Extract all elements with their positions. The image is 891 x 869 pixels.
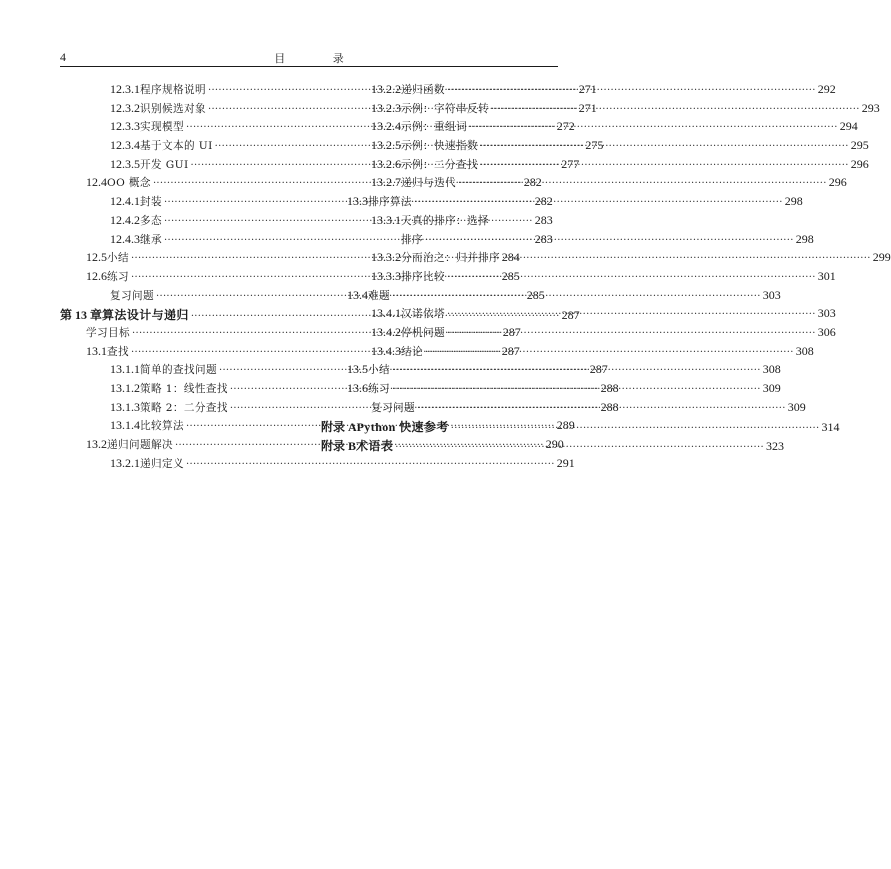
toc-entry-page: 308 xyxy=(795,343,814,358)
toc-entry-title: 递归定义 xyxy=(140,457,184,470)
toc-entry-number: 13.4 xyxy=(347,287,368,302)
toc-entry-title: 开发 GUI xyxy=(140,158,189,171)
toc-entry-number: 附录 A xyxy=(321,420,357,435)
toc-entry[interactable] xyxy=(321,194,803,213)
toc-entry-title: 算法设计与递归 xyxy=(102,308,189,323)
toc-entry-title: OO 概念 xyxy=(107,177,151,190)
toc-entry-number: 12.5 xyxy=(86,250,107,265)
toc-entry-page: 296 xyxy=(828,175,847,190)
toc-entry-number: 13.1.1 xyxy=(110,362,140,377)
toc-entry-page: 277 xyxy=(561,156,580,171)
toc-entry-title: 小结 xyxy=(368,364,390,377)
toc-dot-leader xyxy=(451,423,820,434)
toc-entry-title: 汉诺依塔 xyxy=(401,308,445,321)
toc-entry-page: 299 xyxy=(872,250,891,265)
toc-dot-leader xyxy=(447,272,816,283)
toc-entry-title: 策略 1：线性查找 xyxy=(140,383,228,395)
toc-entry-title: 示例：二分查找 xyxy=(401,158,478,171)
toc-entry-page: 271 xyxy=(578,82,597,96)
toc-dot-leader xyxy=(480,160,849,171)
toc-entry-number: 12.3.3 xyxy=(110,119,140,134)
toc-entry-page: 285 xyxy=(526,287,545,302)
toc-entry-title: 实现模型 xyxy=(140,121,184,134)
toc-entry-number: 13.3.2 xyxy=(371,250,401,265)
toc-entry-page: 298 xyxy=(784,194,803,209)
toc-entry-page: 292 xyxy=(817,82,836,96)
toc-entry-page: 303 xyxy=(817,306,836,321)
header-title: 目 录 xyxy=(274,52,366,65)
toc-entry-number: 12.3.2 xyxy=(110,100,140,115)
toc-entry-title: 示例：重组词 xyxy=(401,121,467,134)
toc-dot-leader xyxy=(447,328,816,339)
toc-dot-leader xyxy=(447,85,816,96)
toc-entry-number: 13.1.4 xyxy=(110,418,140,433)
toc-entry[interactable] xyxy=(321,250,891,269)
toc-entry-number: 12.6 xyxy=(86,268,107,283)
toc-entry-number: 12.4.2 xyxy=(110,212,140,227)
toc-entry-title: 程序规格说明 xyxy=(140,84,206,96)
toc-entry[interactable] xyxy=(321,343,814,363)
toc-appendix-entry[interactable] xyxy=(321,437,784,456)
toc-entry-number: 12.3.1 xyxy=(110,82,140,96)
toc-entry-number: 13.2.4 xyxy=(371,119,401,134)
toc-entry-page: 298 xyxy=(795,231,814,246)
toc-entry-page: 283 xyxy=(534,212,553,227)
toc-entry-number: 12.3.4 xyxy=(110,138,140,153)
toc-entry-page: 293 xyxy=(861,100,880,115)
toc-entry[interactable] xyxy=(60,455,575,475)
toc-entry[interactable] xyxy=(321,212,814,250)
toc-dot-leader xyxy=(392,291,761,302)
toc-entry-page: 303 xyxy=(762,287,781,302)
toc-dot-leader xyxy=(458,178,827,189)
toc-entry-page: 290 xyxy=(545,437,564,452)
toc-entry-number: 12.3.5 xyxy=(110,156,140,171)
toc-entry-number: 13.2.1 xyxy=(110,455,140,470)
toc-entry-title: 练习 xyxy=(107,270,129,283)
toc-dot-leader xyxy=(480,141,849,152)
toc-entry-page: 314 xyxy=(821,420,840,435)
toc-entry-title: 示例：字符串反转 xyxy=(401,102,489,115)
toc-entry-number: 12.4.3 xyxy=(110,231,140,246)
toc-entry-title: 复习问题 xyxy=(110,289,154,302)
toc-entry[interactable] xyxy=(321,287,781,307)
toc-entry-number: 13.4.1 xyxy=(371,306,401,321)
toc-entry-page: 296 xyxy=(850,156,869,171)
toc-dot-leader xyxy=(414,197,783,208)
toc-entry-page: 282 xyxy=(523,175,542,190)
toc-entry-title: 术语表 xyxy=(356,439,394,454)
toc-entry-title: 排序比较 xyxy=(401,270,445,283)
toc-entry-number: 13.2.3 xyxy=(371,100,401,115)
toc-dot-leader xyxy=(417,403,786,414)
toc-dot-leader xyxy=(392,384,761,395)
page-header xyxy=(60,50,558,66)
toc-entry-number: 13.4.2 xyxy=(371,324,401,339)
toc-entry-number: 13.1.2 xyxy=(110,381,140,395)
toc-entry-title: 比较算法 xyxy=(140,420,184,433)
toc-entry-number: 附录 B xyxy=(321,439,357,454)
toc-entry-page: 288 xyxy=(600,399,619,414)
toc-entry-title: 示例：快速指数 xyxy=(401,140,478,153)
header-rule xyxy=(60,66,558,67)
toc-entry-title: 封装 xyxy=(140,196,162,209)
toc-entry-page: 287 xyxy=(561,308,580,323)
toc-dot-leader xyxy=(395,442,764,453)
toc-entry-page: 294 xyxy=(839,119,858,134)
toc-entry-number: 13.2 xyxy=(86,437,107,452)
toc-entry-title: 递归与迭代 xyxy=(401,177,456,190)
toc-entry-page: 285 xyxy=(501,268,520,283)
toc-entry-number: 第 13 章 xyxy=(60,308,103,323)
toc-entry-page: 282 xyxy=(534,194,553,209)
toc-entry-page: 288 xyxy=(600,381,619,395)
toc-entry-title: 简单的查找问题 xyxy=(140,364,217,377)
toc-entry-title: 小结 xyxy=(107,252,129,265)
toc-dot-leader xyxy=(186,459,555,470)
toc-dot-leader xyxy=(447,309,816,320)
toc-entry-page: 287 xyxy=(502,324,521,339)
toc-entry-number: 13.5 xyxy=(347,362,368,377)
toc-entry-title: 结论 xyxy=(401,345,423,358)
toc-entry[interactable] xyxy=(321,175,847,194)
toc-entry-page: 301 xyxy=(817,268,836,283)
toc-entry-title: 策略 2：二分查找 xyxy=(140,401,228,414)
toc-entry-page: 283 xyxy=(534,231,553,246)
toc-dot-leader xyxy=(491,104,860,115)
toc-entry-number: 13.2.6 xyxy=(371,156,401,171)
toc-entry-title: 排序算法 xyxy=(368,196,412,209)
toc-entry[interactable] xyxy=(321,324,836,344)
toc-entry-page: 309 xyxy=(762,381,781,396)
toc-dot-leader xyxy=(392,365,761,376)
toc-dot-leader xyxy=(469,122,838,133)
toc-entry-page: 287 xyxy=(589,362,608,377)
toc-entry-number: 12.4 xyxy=(86,175,107,190)
toc-dot-leader xyxy=(502,253,871,264)
toc-entry-title: 天真的排序：选择 xyxy=(401,214,489,227)
toc-entry-number: 13.1.3 xyxy=(110,399,140,414)
toc-entry-number: 12.4.1 xyxy=(110,194,140,209)
toc-entry-number: 13.1 xyxy=(86,343,107,358)
toc-entry-title: 递归函数 xyxy=(401,84,445,96)
toc-entry-number: 13.2.5 xyxy=(371,138,401,153)
toc-entry-number: 13.6 xyxy=(347,381,368,396)
toc-entry-page: 295 xyxy=(850,138,869,153)
toc-entry-title: 分而治之：归并排序 xyxy=(401,252,500,265)
toc-entry-page: 272 xyxy=(556,119,575,134)
toc-entry-page: 309 xyxy=(787,399,806,414)
toc-entry-page: 291 xyxy=(556,455,575,470)
toc-entry-title: 递归问题解决 xyxy=(107,439,173,452)
toc-entry[interactable] xyxy=(321,268,836,288)
toc-entry-number: 13.2.7 xyxy=(371,175,401,190)
toc-entry-page: 287 xyxy=(501,343,520,358)
toc-entry-title: 难题 xyxy=(368,289,390,302)
toc-entry-title-cont: 排序 xyxy=(401,233,423,246)
toc-entry-number: 13.3.3 xyxy=(371,268,401,283)
toc-entry-title: Python 快速参考 xyxy=(356,420,449,435)
toc-entry-title: 多态 xyxy=(140,214,162,227)
toc-dot-leader xyxy=(425,347,794,358)
toc-entry-page: 306 xyxy=(817,324,836,339)
toc-entry-page: 308 xyxy=(762,362,781,377)
toc-entry-page: 323 xyxy=(765,439,784,454)
toc-entry-title: 停机问题 xyxy=(401,326,445,339)
toc-entry-page: 284 xyxy=(501,250,520,265)
toc-entry-page: 271 xyxy=(578,100,597,115)
toc-dot-leader xyxy=(425,235,794,246)
toc-entry-title: 复习问题 xyxy=(371,401,415,414)
toc-entry-page: 275 xyxy=(585,138,604,153)
toc-entry-number: 13.2.2 xyxy=(371,82,401,96)
toc-entry-title: 学习目标 xyxy=(86,326,130,339)
toc-entry-title: 查找 xyxy=(107,345,129,358)
toc-entry-number: 13.4.3 xyxy=(371,343,401,358)
toc-entry-number: 13.3.1 xyxy=(371,212,401,227)
page-number: 4 xyxy=(60,50,66,64)
toc-entry-title: 识别候选对象 xyxy=(140,102,206,115)
toc-entry-page: 289 xyxy=(556,418,575,433)
toc-entry-title: 基于文本的 UI xyxy=(140,140,213,153)
toc-entry-title: 继承 xyxy=(140,233,162,246)
toc-entry-number: 13.3 xyxy=(347,194,368,209)
toc-entry-title: 练习 xyxy=(368,383,390,396)
